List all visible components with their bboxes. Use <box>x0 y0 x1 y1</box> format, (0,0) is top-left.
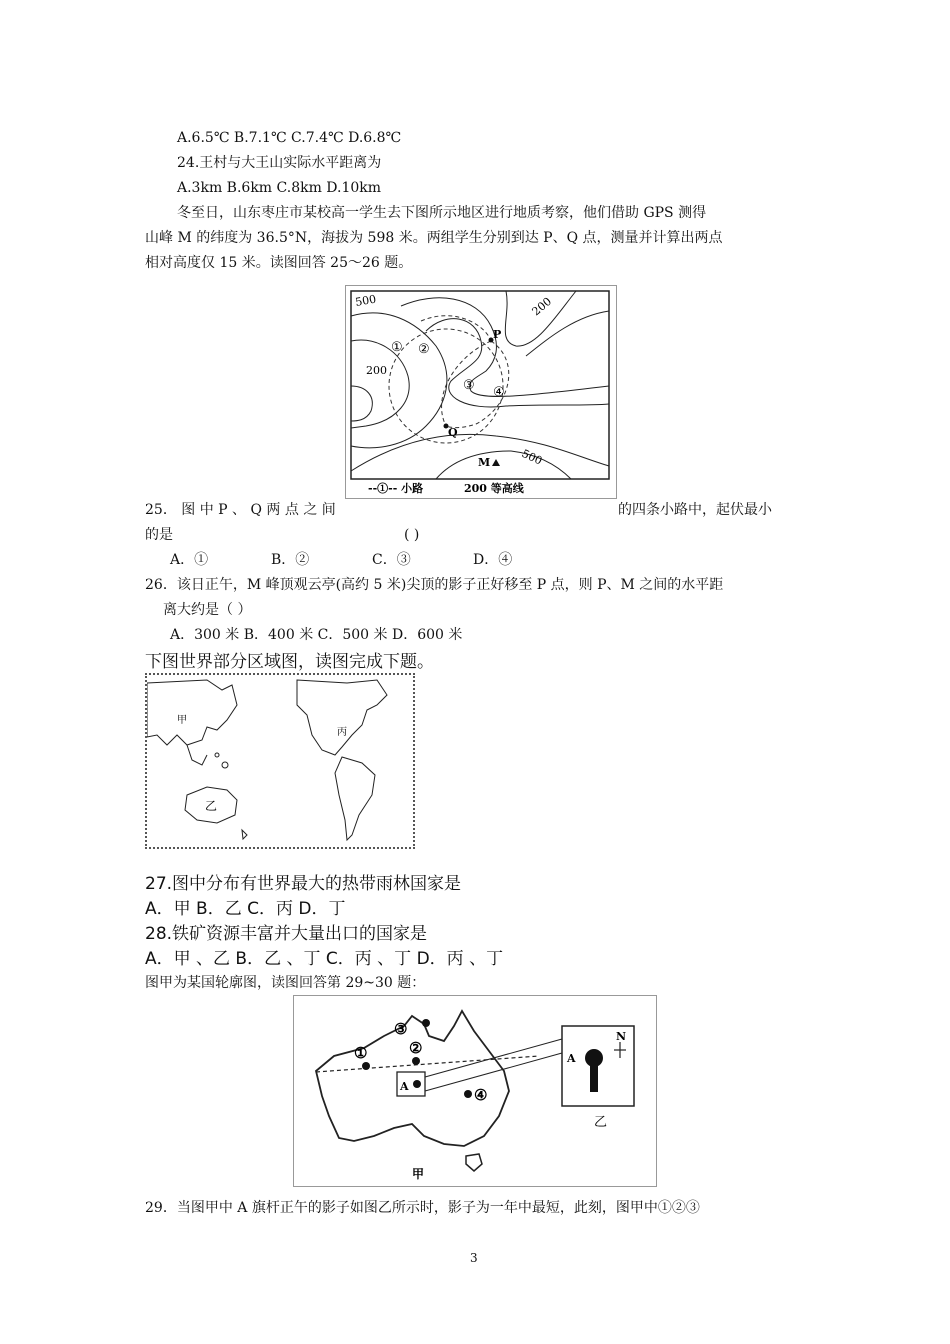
path-1-label: ① <box>391 340 403 355</box>
caption-jia: 甲 <box>412 1167 425 1181</box>
marker-1: ① <box>354 1044 368 1062</box>
q25-answer-paren: ( ) <box>404 527 420 543</box>
path-3-label: ③ <box>463 378 475 393</box>
page-number: 3 <box>470 1251 478 1265</box>
q24-options: A.3km B.6km C.8km D.10km <box>177 180 382 196</box>
q26-stem-2: 离大约是（ ） <box>163 602 252 618</box>
marker-2: ② <box>409 1039 423 1057</box>
intro-line-2: 山峰 M 的纬度为 36.5°N，海拔为 598 米。两组学生分别到达 P、Q 点，测量并计算出两点 <box>145 230 723 246</box>
point-m: M <box>478 456 491 469</box>
q23-options: A.6.5℃ B.7.1℃ C.7.4℃ D.6.8℃ <box>177 130 402 146</box>
q25-option-a: A．① <box>170 552 209 568</box>
intro-line-1: 冬至日，山东枣庄市某校高一学生去下图所示地区进行地质考察，他们借助 GPS 测得 <box>177 205 707 221</box>
path-4-label: ④ <box>493 385 505 400</box>
australia-map-figure <box>293 995 657 1187</box>
q24-stem: 24.王村与大王山实际水平距离为 <box>177 155 382 171</box>
q25-stem-b: 的四条小路中，起伏最小 <box>618 502 772 518</box>
q26-stem-1: 26．该日正午，M 峰顶观云亭(高约 5 米)尖顶的影子正好移至 P 点，则 P、M 之间的水平距 <box>145 577 724 593</box>
world-map-figure <box>145 673 415 849</box>
q29-stem: 29．当图甲中 A 旗杆正午的影子如图乙所示时，影子为一年中最短，此刻，图甲中①②③ <box>145 1200 700 1216</box>
q28-stem: 28.铁矿资源丰富并大量出口的国家是 <box>145 924 428 944</box>
legend-contour: 200 等高线 <box>464 482 524 495</box>
point-a: A <box>400 1080 409 1093</box>
legend-path: --①-- 小路 <box>368 482 424 495</box>
country-bing: 丙 <box>337 727 347 738</box>
world-map-intro: 下图世界部分区域图，读图完成下题。 <box>145 652 434 672</box>
q25-stem-c: 的是 <box>145 527 173 543</box>
marker-3: ③ <box>394 1020 408 1038</box>
contour-label-200-left: 200 <box>366 364 387 377</box>
q25-option-c: C．③ <box>372 552 411 568</box>
intro-line-3: 相对高度仅 15 米。读图回答 25～26 题。 <box>145 255 413 271</box>
q27-options: A．甲 B．乙 C．丙 D．丁 <box>145 899 346 919</box>
q25-stem-a: 25． 图 中 P 、 Q 两 点 之 间 <box>145 502 336 518</box>
north-label: N <box>616 1030 627 1043</box>
contour-label-500-bottom: 500 <box>519 446 545 468</box>
q25-option-d: D．④ <box>473 552 513 568</box>
q25-option-b: B．② <box>271 552 310 568</box>
marker-4: ④ <box>474 1086 488 1104</box>
q27-stem: 27.图中分布有世界最大的热带雨林国家是 <box>145 874 462 894</box>
flag-label-a: A <box>567 1052 576 1065</box>
q28-options: A．甲 、乙 B．乙 、丁 C．丙 、丁 D．丙 、丁 <box>145 949 504 969</box>
contour-label-500-top: 500 <box>354 292 378 309</box>
contour-map-figure <box>345 285 617 499</box>
caption-yi: 乙 <box>594 1115 608 1130</box>
contour-label-200-right: 200 <box>529 294 555 319</box>
point-q: Q <box>448 426 458 439</box>
country-yi: 乙 <box>205 799 218 813</box>
country-jia: 甲 <box>177 715 187 726</box>
australia-intro: 图甲为某国轮廓图，读图回答第 29~30 题： <box>145 975 426 991</box>
q26-options: A．300 米 B．400 米 C．500 米 D．600 米 <box>170 627 463 643</box>
path-2-label: ② <box>418 342 430 357</box>
point-p: P <box>493 328 502 341</box>
